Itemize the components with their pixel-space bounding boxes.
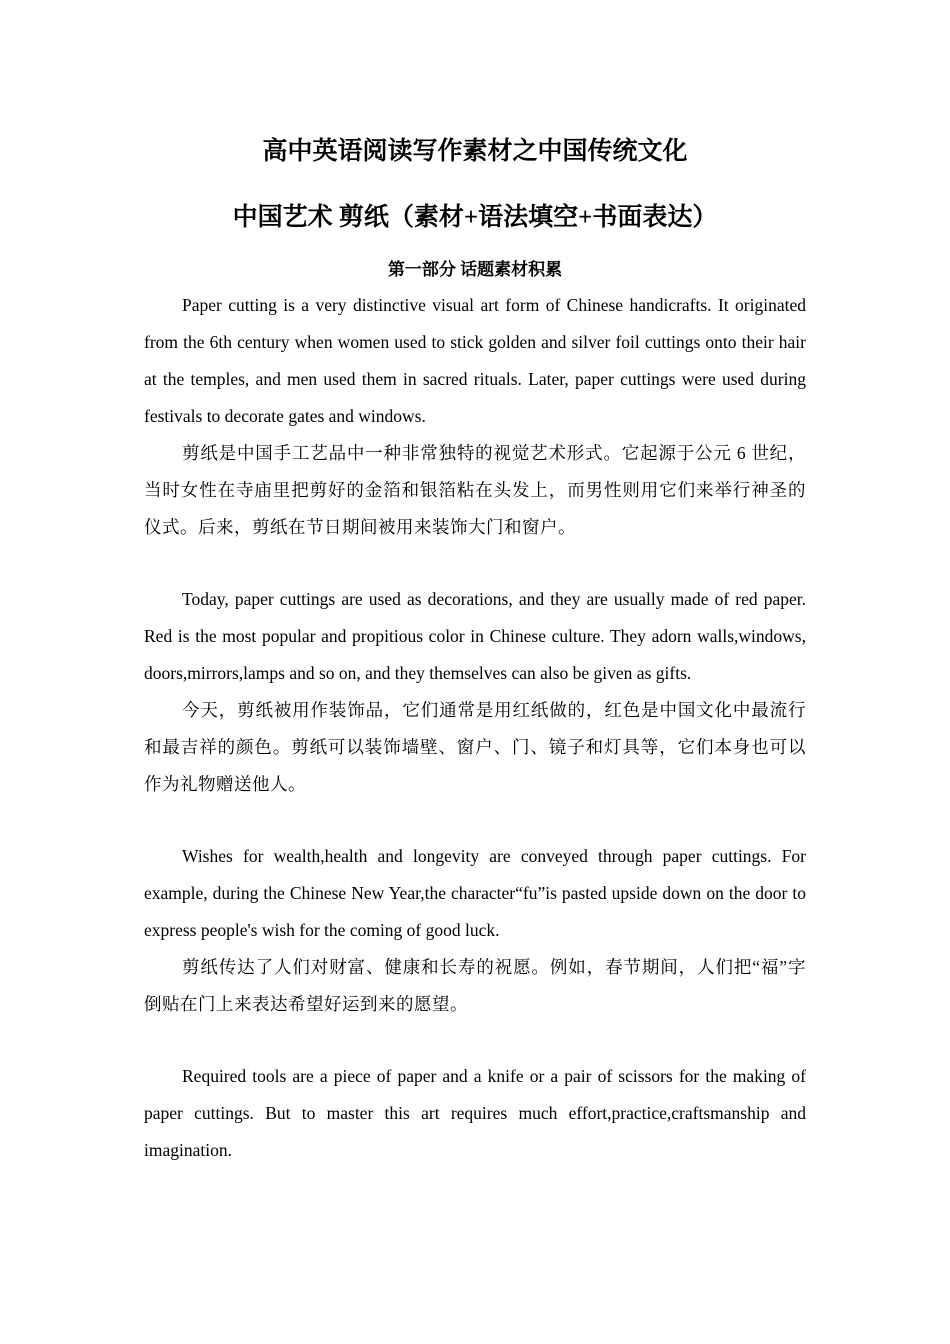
paragraph-english-3: Wishes for wealth,health and longevity are conveyed through paper cuttings. For example, during the Chinese New Year,the character“fu”is pasted upside down on the door to express people's wish for the coming of good luck.: [144, 846, 806, 940]
paragraph-spacer: [144, 546, 806, 581]
document-title: 高中英语阅读写作素材之中国传统文化: [262, 138, 688, 165]
paragraph-spacer: [144, 803, 806, 838]
paragraph-chinese-1: 剪纸是中国手工艺品中一种非常独特的视觉艺术形式。它起源于公元 6 世纪，当时女性在寺庙里把剪好的金箔和银箔粘在头发上，而男性则用它们来举行神圣的仪式。后来，剪纸在节日期间被用来装饰大门和窗户。: [144, 443, 806, 537]
paragraph-chinese-2: 今天，剪纸被用作装饰品，它们通常是用红纸做的，红色是中国文化中最流行和最吉祥的颜色。剪纸可以装饰墙壁、窗户、门、镜子和灯具等，它们本身也可以作为礼物赠送他人。: [144, 700, 806, 794]
paragraph-spacer: [144, 1023, 806, 1058]
paragraph-english-4: Required tools are a piece of paper and a knife or a pair of scissors for the making of paper cuttings. But to master this art requires much effort,practice,craftsmanship and imagination.: [144, 1066, 806, 1160]
paragraph-english-2: Today, paper cuttings are used as decorations, and they are usually made of red paper. Red is the most popular and propitious color in Chinese culture. They adorn walls,windows, doors,mirrors,lamps and so on, and they themselves can also be given as gifts.: [144, 589, 806, 683]
document-subtitle: 中国艺术 剪纸（素材+语法填空+书面表达）: [232, 204, 718, 231]
paragraph-chinese-3: 剪纸传达了人们对财富、健康和长寿的祝愿。例如，春节期间，人们把“福”字倒贴在门上来表达希望好运到来的愿望。: [144, 957, 806, 1014]
paragraph-english-1: Paper cutting is a very distinctive visual art form of Chinese handicrafts. It originated from the 6th century when women used to stick golden and silver foil cuttings onto their hair at the temples, and men used them in sacred rituals. Later, paper cuttings were used during festivals to decorate gates and windows.: [144, 295, 806, 426]
document-body: [144, 287, 806, 1169]
section-heading: 第一部分 话题素材积累: [387, 260, 563, 279]
